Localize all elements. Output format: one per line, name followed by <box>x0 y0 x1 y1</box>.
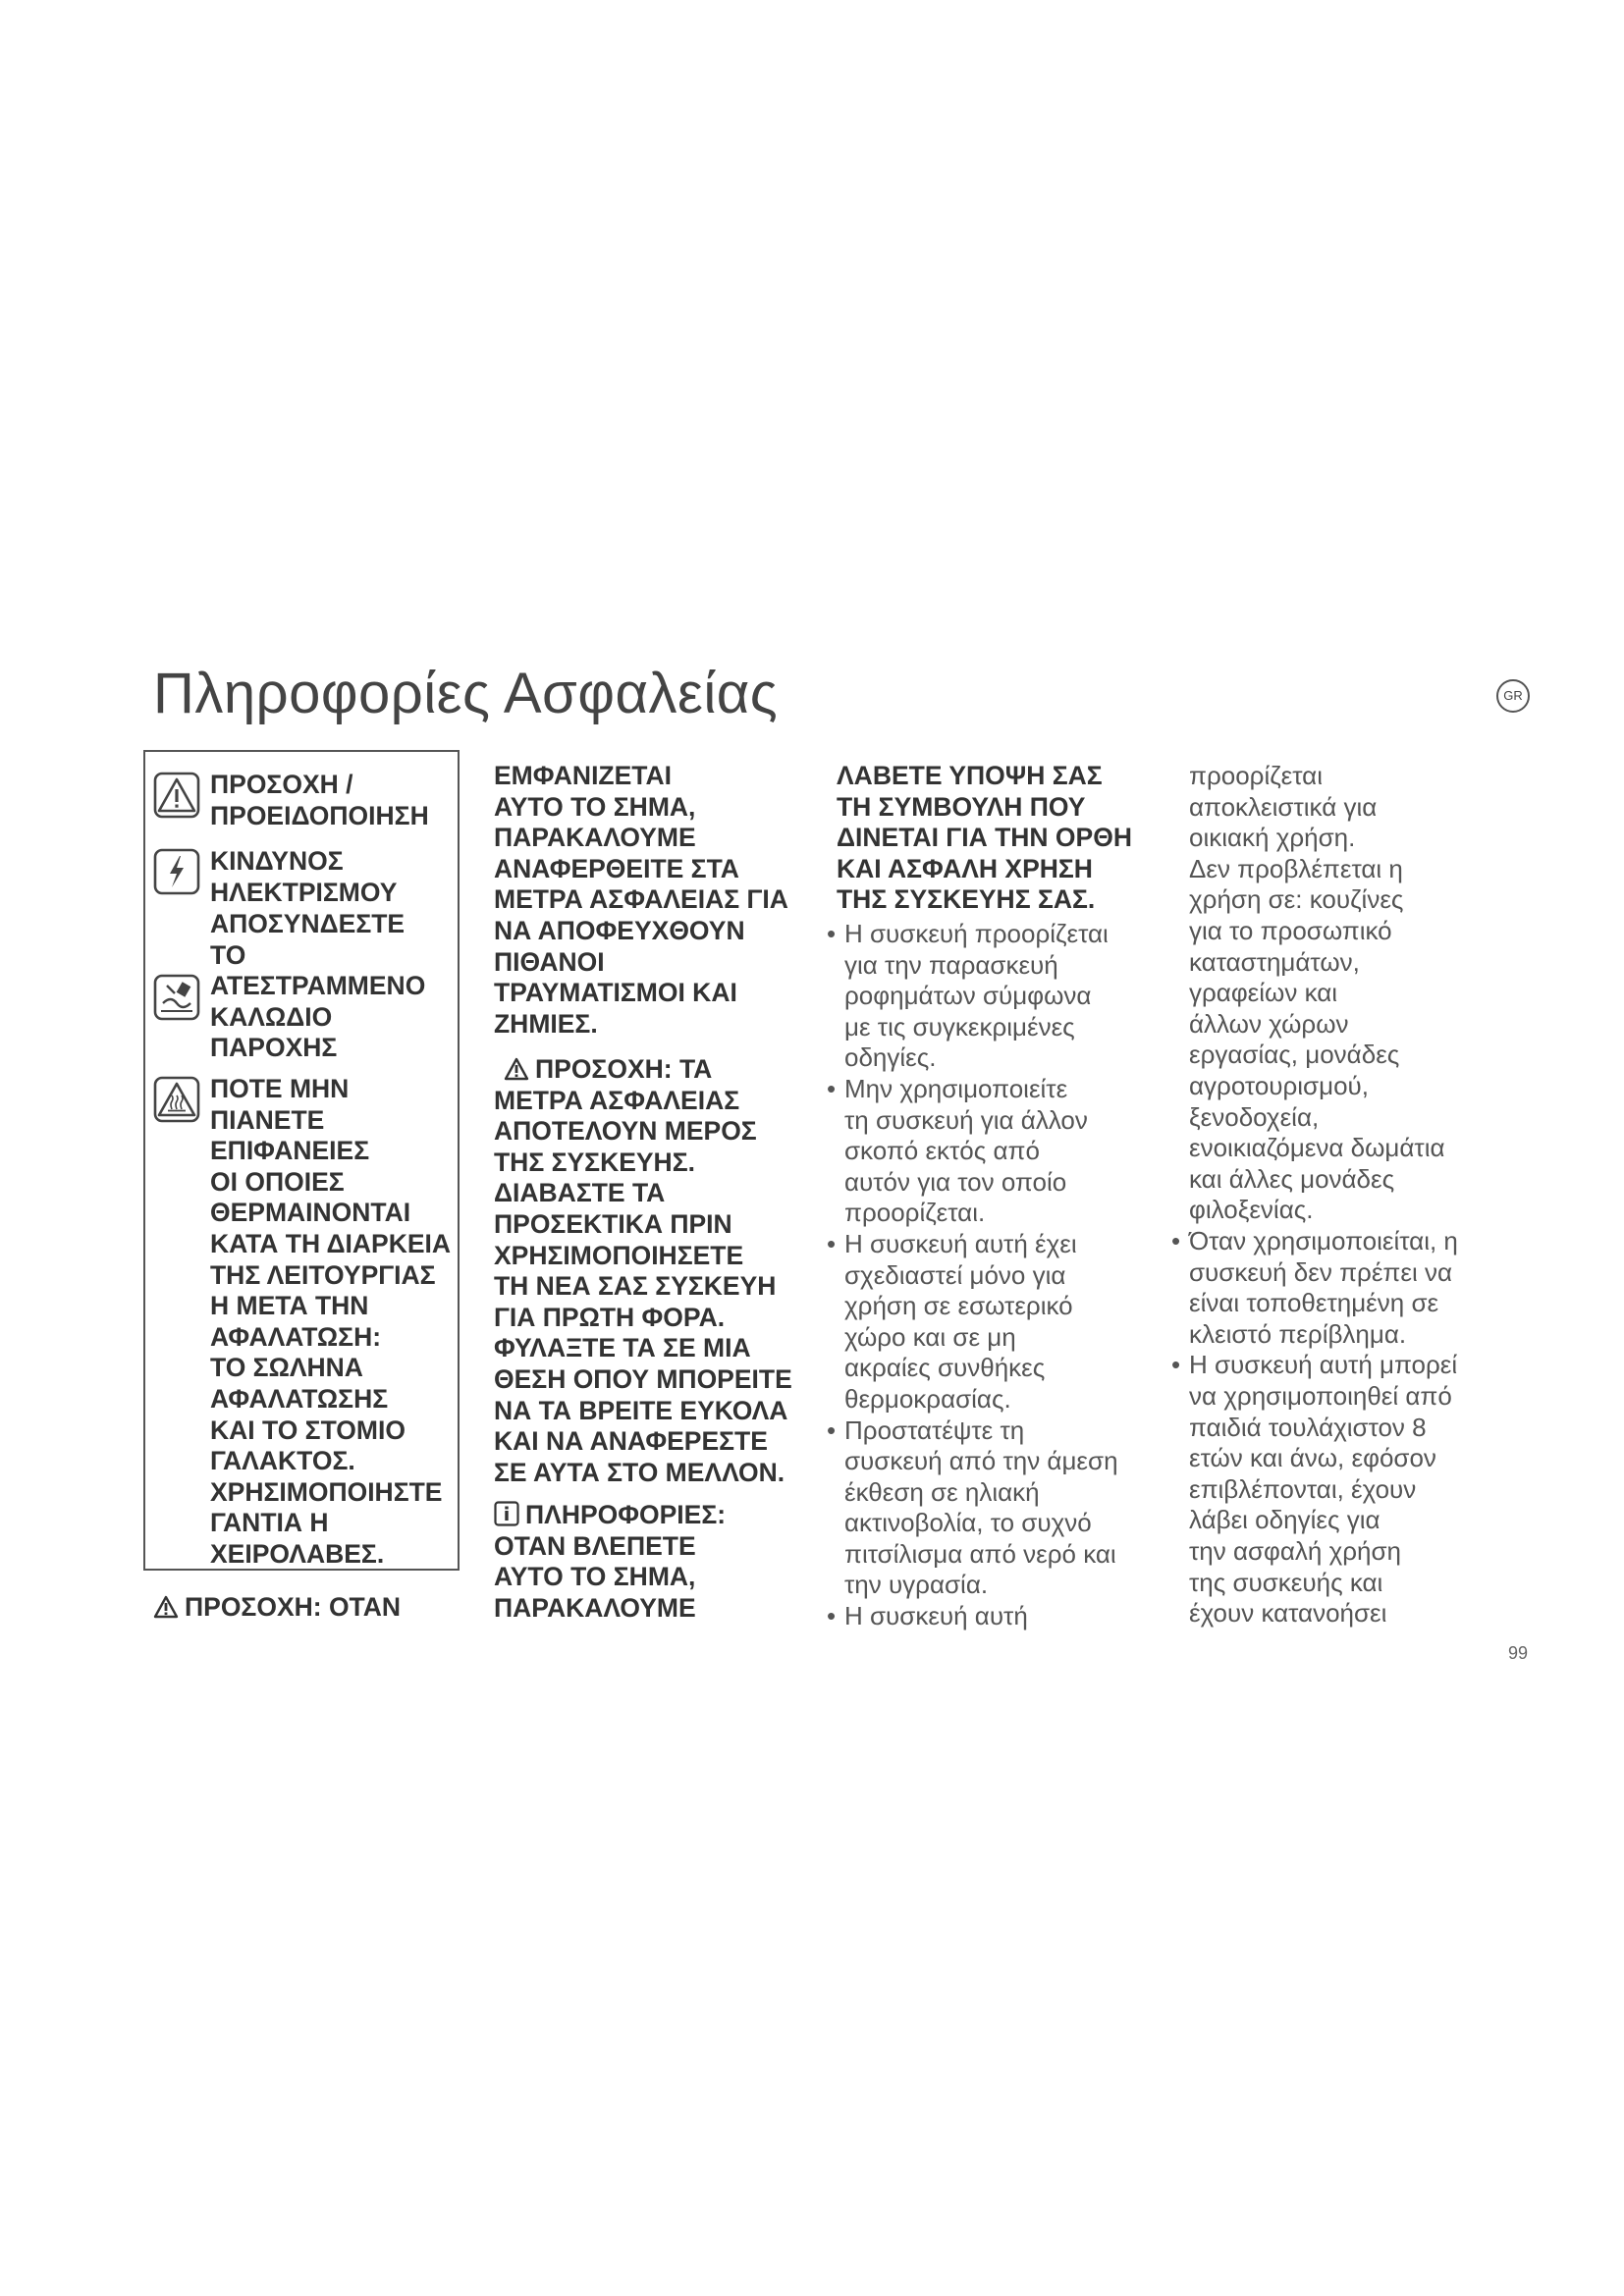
list-item: • Προστατέψτε τη συσκευή από την άμεση έκθεση σε ηλιακή ακτινοβολία, το συχνό πιτσίλισμα από νερό και την υγρασία. <box>825 1415 1118 1602</box>
list-item: • Η συσκευή αυτή <box>825 1601 1118 1632</box>
info-icon <box>494 1501 519 1526</box>
warning-triangle-icon <box>153 1595 179 1619</box>
caution-label: ΠΡΟΣΟΧΗ / ΠΡΟΕΙΔΟΠΟΙΗΣΗ <box>210 770 429 830</box>
column3-bullets <box>825 919 1118 1632</box>
column2-info: ΠΛΗΡΟΦΟΡΙΕΣ: ΟΤΑΝ ΒΛΕΠΕΤΕ ΑΥΤΟ ΤΟ ΣΗΜΑ, ΠΑΡΑΚΑΛΟΥΜΕ <box>494 1500 727 1623</box>
hot-surface-icon <box>153 1076 200 1123</box>
list-item: • Όταν χρησιμοποιείται, η συσκευή δεν πρέπει να είναι τοποθετημένη σε κλειστό περίβλημα. <box>1169 1226 1458 1350</box>
warning-triangle-icon <box>504 1057 529 1081</box>
list-item: • Η συσκευή αυτή μπορεί να χρησιμοποιηθεί από παιδιά τουλάχιστον 8 ετών και άνω, εφόσον επιβλέπονται, έχουν λάβει οδηγίες για την ασφαλή χρήση της συσκευής και έχουν κατανοήσει <box>1169 1350 1458 1629</box>
page-number: 99 <box>1508 1643 1529 1663</box>
page-title: Πληροφορίες Ασφαλείας <box>153 662 779 725</box>
unplug-label: ΑΠΟΣΥΝΔΕΣΤΕ ΤΟ ΑΤΕΣΤΡΑΜΜΕΝΟ ΚΑΛΩΔΙΟ ΠΑΡΟΧΗΣ <box>210 909 426 1063</box>
column3-heading: ΛΑΒΕΤΕ ΥΠΟΨΗ ΣΑΣ ΤΗ ΣΥΜΒΟΥΛΗ ΠΟΥ ΔΙΝΕΤΑΙ ΓΙΑ ΤΗΝ ΟΡΘΗ ΚΑΙ ΑΣΦΑΛΗ ΧΡΗΣΗ ΤΗΣ ΣΥΣΚΕΥΗΣ ΣΑΣ. <box>837 761 1132 915</box>
column4-bullets <box>1169 1226 1458 1629</box>
warning-triangle-icon <box>153 772 200 819</box>
list-item: • Η συσκευή προορίζεται για την παρασκευή ροφημάτων σύμφωνα με τις συγκεκριμένες οδηγίες. <box>825 919 1118 1074</box>
column1-footer: ΠΡΟΣΟΧΗ: ΟΤΑΝ <box>153 1592 401 1624</box>
list-item: • Μην χρησιμοποιείτε τη συσκευή για άλλον σκοπό εκτός από αυτόν για τον οποίο προορίζεται. <box>825 1074 1118 1229</box>
column2-intro: ΕΜΦΑΝΙΖΕΤΑΙ ΑΥΤΟ ΤΟ ΣΗΜΑ, ΠΑΡΑΚΑΛΟΥΜΕ ΑΝΑΦΕΡΘΕΙΤΕ ΣΤΑ ΜΕΤΡΑ ΑΣΦΑΛΕΙΑΣ ΓΙΑ ΝΑ ΑΠΟΦΕΥΧΘΟΥΝ ΠΙΘΑΝΟΙ ΤΡΑΥΜΑΤΙΣΜΟΙ ΚΑΙ ΖΗΜΙΕΣ. <box>494 761 788 1039</box>
language-badge: GR <box>1496 679 1530 713</box>
electric-label: ΚΙΝΔΥΝΟΣ ΗΛΕΚΤΡΙΣΜΟΥ <box>210 846 398 907</box>
column2-caution: ΠΡΟΣΟΧΗ: ΤΑ ΜΕΤΡΑ ΑΣΦΑΛΕΙΑΣ ΑΠΟΤΕΛΟΥΝ ΜΕΡΟΣ ΤΗΣ ΣΥΣΚΕΥΗΣ. ΔΙΑΒΑΣΤΕ ΤΑ ΠΡΟΣΕΚΤΙΚΑ ΠΡΙΝ ΧΡΗΣΙΜΟΠΟΙΗΣΕΤΕ ΤΗ ΝΕΑ ΣΑΣ ΣΥΣΚΕΥΗ ΓΙΑ ΠΡΩΤΗ ΦΟΡΑ. ΦΥΛΑΞΤΕ ΤΑ ΣΕ ΜΙΑ ΘΕΣΗ ΟΠΟΥ ΜΠΟΡΕΙΤΕ ΝΑ ΤΑ ΒΡΕΙΤΕ ΕΥΚΟΛΑ ΚΑΙ ΝΑ ΑΝΑΦΕΡΕΣΤΕ ΣΕ ΑΥΤΑ ΣΤΟ ΜΕΛΛΟΝ. <box>494 1054 792 1487</box>
hot-surface-label: ΠΟΤΕ ΜΗΝ ΠΙΑΝΕΤΕ ΕΠΙΦΑΝΕΙΕΣ ΟΙ ΟΠΟΙΕΣ ΘΕΡΜΑΙΝΟΝΤΑΙ ΚΑΤΑ ΤΗ ΔΙΑΡΚΕΙΑ ΤΗΣ ΛΕΙΤΟΥΡΓΙΑΣ Η ΜΕΤΑ ΤΗΝ ΑΦΑΛΑΤΩΣΗ: ΤΟ ΣΩΛΗΝΑ ΑΦΑΛΑΤΩΣΗΣ ΚΑΙ ΤΟ ΣΤΟΜΙΟ ΓΑΛΑΚΤΟΣ. ΧΡΗΣΙΜΟΠΟΙΗΣΤΕ ΓΑΝΤΙΑ Η ΧΕΙΡΟΛΑΒΕΣ. <box>210 1074 452 1569</box>
list-item: • Η συσκευή αυτή έχει σχεδιαστεί μόνο για χρήση σε εσωτερικό χώρο και σε μη ακραίες συνθήκες θερμοκρασίας. <box>825 1229 1118 1415</box>
electric-shock-icon <box>153 848 200 895</box>
column4-continuation: προορίζεται αποκλειστικά για οικιακή χρήση. Δεν προβλέπεται η χρήση σε: κουζίνες για το προσωπικό καταστημάτων, γραφείων και άλλων χώρων εργασίας, μονάδες αγροτουρισμού, ξενοδοχεία, ενοικιαζόμενα δωμάτια και άλλες μονάδες φιλοξενίας. <box>1189 761 1445 1225</box>
unplug-icon <box>153 974 200 1021</box>
